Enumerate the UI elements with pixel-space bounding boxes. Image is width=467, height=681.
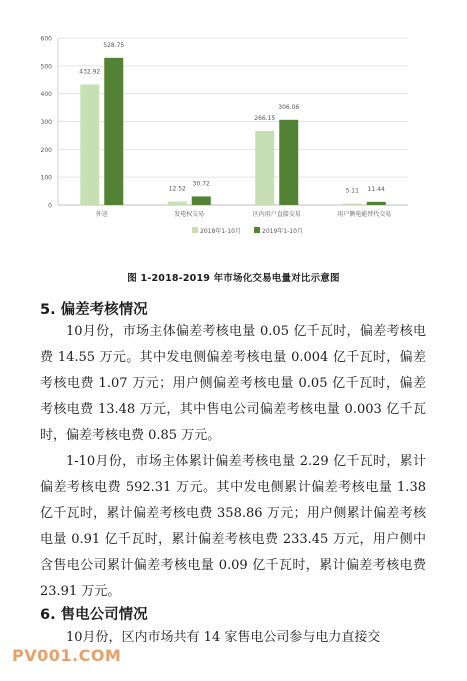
bar-2018 [343, 204, 362, 205]
watermark: PV001.COM [12, 646, 122, 665]
section-6-heading: 6. 售电公司情况 [40, 607, 148, 623]
x-category-label: 发电权交易 [174, 211, 205, 218]
bar-data-label: 432.92 [79, 68, 101, 76]
bar-2018 [168, 202, 187, 205]
legend-swatch [254, 227, 260, 233]
x-category-label: 外送 [95, 211, 108, 218]
figure-caption: 图 1-2018-2019 年市场化交易电量对比示意图 [127, 273, 340, 284]
bar-data-label: 5.11 [345, 187, 359, 195]
y-tick-label: 200 [40, 146, 52, 154]
section-5-heading: 5. 偏差考核情况 [40, 302, 148, 318]
legend-swatch [192, 227, 198, 233]
bar-data-label: 30.72 [192, 180, 210, 188]
chart-legend [192, 227, 303, 235]
y-tick-label: 300 [40, 119, 52, 126]
bar-2019 [104, 58, 123, 205]
bar-2018 [255, 131, 274, 205]
bar-data-label: 528.75 [103, 41, 125, 49]
x-axis-categories [96, 210, 392, 218]
section-5-paragraph-2: 1-10月份，市场主体累计偏差考核电量 2.29 亿千瓦时，累计偏差考核电费 592.31 万元。其中发电侧累计偏差考核电量 1.38 亿千瓦时，累计偏差考核电费 358.86 万元；用户侧累计偏差考核电量 0.91 亿千瓦时，累计偏差考核电费 233.45 万元，用户侧中含售电公司累计偏差考核电量 0.09 亿千瓦时，累计偏差考核电费 23.91 万元。 [40, 454, 426, 599]
bar-data-label: 12.52 [168, 185, 186, 193]
bar-data-label: 266.15 [254, 114, 276, 122]
y-tick-label: 500 [40, 63, 52, 71]
chart-bars [80, 58, 386, 205]
bar-data-label: 11.44 [367, 185, 385, 193]
bar-2019 [367, 202, 386, 205]
x-category-label: 区内用户直接交易 [252, 211, 301, 218]
section-6-paragraph-1: 10月份，区内市场共有 14 家售电公司参与电力直接交 [66, 630, 381, 645]
y-tick-label: 0 [48, 202, 52, 210]
bar-data-label: 306.06 [278, 103, 300, 111]
section-5-paragraph-1: 10月份，市场主体偏差考核电量 0.05 亿千瓦时，偏差考核电费 14.55 万元。其中发电侧偏差考核电量 0.004 亿千瓦时，偏差考核电费 1.07 万元；用户侧偏差考核电量 0.05 亿千瓦时，偏差考核电费 13.48 万元，其中售电公司偏差考核电量 0.003 亿千瓦时，偏差考核电费 0.85 万元。 [40, 324, 426, 443]
legend-label: 2019年1-10月 [262, 228, 303, 235]
bar-2018 [80, 85, 99, 205]
y-tick-label: 600 [40, 35, 52, 43]
y-axis-ticks [41, 36, 53, 210]
bar-2019 [192, 196, 211, 205]
legend-label: 2018年1-10月 [200, 228, 241, 235]
bar-2019 [279, 120, 298, 205]
bar-chart [0, 0, 467, 250]
chart-data-labels [79, 42, 385, 195]
y-tick-label: 400 [40, 91, 52, 99]
y-tick-label: 100 [40, 174, 52, 182]
x-category-label: 用户侧电能替代交易 [337, 211, 392, 218]
